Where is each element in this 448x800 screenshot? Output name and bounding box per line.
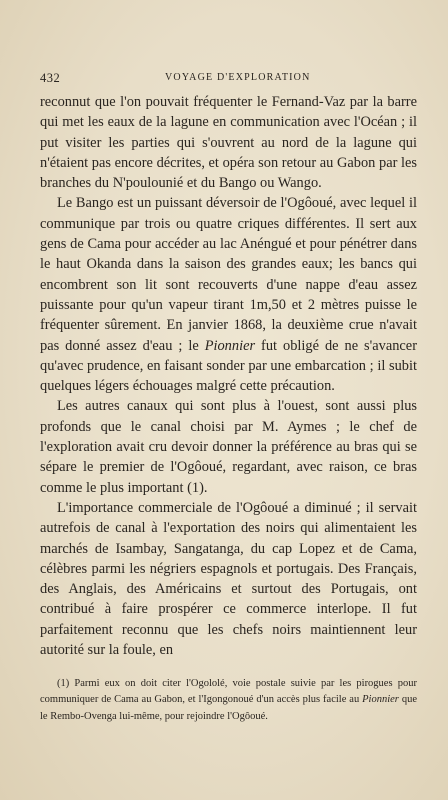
running-title: VOYAGE D'EXPLORATION: [165, 72, 311, 83]
footnote: [40, 676, 417, 725]
ship-name-pionnier: Pionnier: [204, 337, 256, 354]
paragraph-1: reconnut que l'on pouvait fréquenter le Fernand-Vaz par la barre qui met les eaux de la lagune en communication avec l'Océan ; il put visiter les parties qui s'ouvrent au nord de la lagune qui n'étaient pas encore décrites, et opéra son retour au Gabon par les branches du N'poulounié et du Bango ou Wango.: [40, 94, 417, 192]
page-number: 432: [40, 71, 61, 85]
footnote-text-a: (1) Parmi eux on doit citer l'Ogololé, voie postale suivie par les pirogues pour communiquer de Cama au Gabon, et l'Igongonoué d'un accès plus facile au: [40, 678, 417, 706]
body-text: [40, 92, 417, 660]
paragraph-2: [40, 193, 417, 396]
paragraph-3: Les autres canaux qui sont plus à l'ouest, sont aussi plus profonds que le canal choisi par M. Aymes ; le chef de l'exploration avait cru devoir donner la préférence au bras qui se sépare le premier de l'Ogôoué, regardant, avec raison, ce bras comme le plus important (1).: [40, 398, 417, 496]
footnote-text-c: que le Rembo-Ovenga lui-même, pour rejoindre l'Ogôoué.: [40, 694, 417, 722]
footnote-ship-name: Pionnier: [362, 694, 399, 706]
paragraph-4: L'importance commerciale de l'Ogôoué a diminué ; il servait autrefois de canal à l'exportation des noirs qui alimentaient les marchés de Isambay, Sangatanga, du cap Lopez et de Cama, célèbres parmi les négriers espagnols et portugais. Des Français, des Anglais, des Américains et surtout des Portugais, ont contribué à faire prospérer ce commerce interlope. Il fut parfaitement reconnu que les chefs noirs maintiennent leur autorité sur la foule, en: [40, 499, 417, 659]
page-header: [40, 71, 414, 87]
paragraph-2-text-a: Le Bango est un puissant déversoir de l'Ogôoué, avec lequel il communique par trois ou quatre criques différentes. Il sert aux gens de Cama pour accéder au lac Anéngué et pour pénétrer dans le haut Okanda dans la saison des grandes eaux; les bancs qui encombrent son lit sont recouverts d'une nappe d'eau assez puissante pour qu'un vapeur tirant 1m,50 et 2 mètres puisse le fréquenter sûrement. En janvier 1868, la deuxième crue n'avait pas donné assez d'eau ; le: [40, 195, 417, 354]
paragraph-2-text-c: fut obligé de ne s'avancer qu'avec prudence, en faisant sonder par une embarcation ; il subit quelques légers échouages malgré cette précaution.: [40, 337, 417, 395]
